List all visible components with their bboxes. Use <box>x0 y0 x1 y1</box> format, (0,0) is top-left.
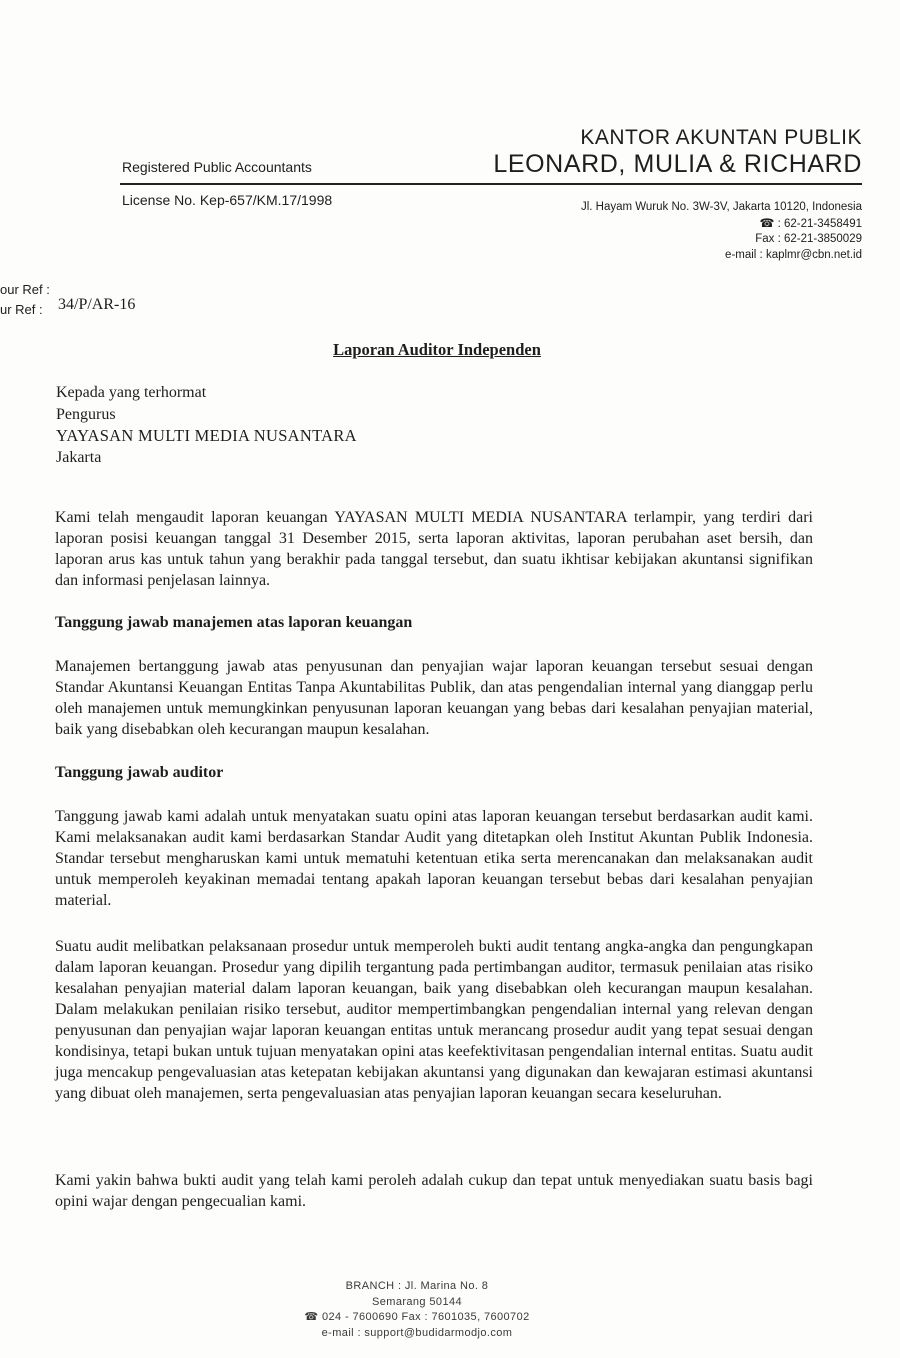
branch-phone-fax: 024 - 7600690 Fax : 7601035, 7600702 <box>321 1311 530 1323</box>
management-responsibility-paragraph: Manajemen bertanggung jawab atas penyusunan dan penyajian wajar laporan keuangan tersebut sesuai dengan Standar Akuntansi Keuangan Entitas Tanpa Akuntabilitas Publik, dan atas pengendalian internal yang dianggap perlu oleh manajemen untuk memungkinkan penyusunan laporan keuangan yang bebas dari kesalahan penyajian material, baik yang disebabkan oleh kecurangan maupun kesalahan. <box>55 658 813 738</box>
firm-name-line-2: LEONARD, MULIA & RICHARD <box>493 150 862 178</box>
intro-paragraph: Kami telah mengaudit laporan keuangan YAYASAN MULTI MEDIA NUSANTARA terlampir, yang terdiri dari laporan posisi keuangan tanggal 31 Desember 2015, serta laporan aktivitas, laporan perubahan aset bersih, dan laporan arus kas untuk tahun yang berakhir pada tanggal tersebut, dan suatu ikhtisar kebijakan akuntansi signifikan dan informasi penjelasan lainnya. <box>55 509 813 589</box>
addressee-organization: YAYASAN MULTI MEDIA NUSANTARA <box>56 426 357 445</box>
auditor-responsibility-paragraph-2: Suatu audit melibatkan pelaksanaan prosedur untuk memperoleh bukti audit tentang angka-angka dan pengungkapan dalam laporan keuangan. Prosedur yang dipilih tergantung pada pertimbangan auditor, termasuk penilaian atas risiko kesalahan penyajian material dalam laporan keuangan, baik yang disebabkan oleh kecurangan maupun kesalahan. Dalam melakukan penilaian risiko tersebut, auditor mempertimbangkan pengendalian internal yang relevan dengan penyusunan dan penyajian wajar laporan keuangan entitas untuk merancang prosedur audit yang tepat sesuai dengan kondisinya, tetapi bukan untuk tujuan menyatakan opini atas keefektivitasan pengendalian internal entitas. Suatu audit juga mencakup pengevaluasian atas ketepatan kebijakan akuntansi yang digunakan dan kewajaran estimasi akuntansi yang dibuat oleh manajemen, serta pengevaluasian atas penyajian laporan keuangan secara keseluruhan. <box>55 938 813 1102</box>
email-line: e-mail : kaplmr@cbn.net.id <box>725 248 862 261</box>
addressee-city: Jakarta <box>56 448 102 466</box>
phone-line <box>581 216 862 233</box>
auditor-responsibility-heading: Tanggung jawab auditor <box>55 764 224 781</box>
header-divider <box>120 183 862 185</box>
branch-footer <box>262 1279 572 1341</box>
our-ref-label: ur Ref : <box>0 302 43 317</box>
report-title: Laporan Auditor Independen <box>333 340 541 359</box>
auditor-responsibility-paragraph-1: Tanggung jawab kami adalah untuk menyatakan suatu opini atas laporan keuangan tersebut berdasarkan audit kami. Kami melaksanakan audit kami berdasarkan Standar Audit yang ditetapkan oleh Institut Akuntan Publik Indonesia. Standar tersebut mengharuskan kami untuk mematuhi ketentuan etika serta merencanakan dan melaksanakan audit untuk memperoleh keyakinan memadai tentang apakah laporan keuangan tersebut bebas dari kesalahan penyajian material. <box>55 808 813 909</box>
registered-accountants-label: Registered Public Accountants <box>122 159 312 175</box>
branch-address: BRANCH : Jl. Marina No. 8 <box>345 1280 489 1292</box>
license-number: License No. Kep-657/KM.17/1998 <box>122 192 333 208</box>
firm-address-block <box>581 200 862 263</box>
your-ref-label: our Ref : <box>0 282 50 297</box>
fax-line: Fax : 62-21-3850029 <box>755 233 862 245</box>
firm-name-line-1: KANTOR AKUNTAN PUBLIK <box>580 126 862 149</box>
our-ref-value: 34/P/AR-16 <box>58 296 136 313</box>
phone-number: : 62-21-3458491 <box>777 217 862 230</box>
branch-email: e-mail : support@budidarmodjo.com <box>321 1326 513 1339</box>
auditor-responsibility-paragraph-3: Kami yakin bahwa bukti audit yang telah kami peroleh adalah cukup dan tepat untuk menyediakan suatu basis bagi opini wajar dengan pengecualian kami. <box>55 1172 813 1210</box>
management-responsibility-heading: Tanggung jawab manajemen atas laporan keuangan <box>55 614 413 631</box>
street-address: Jl. Hayam Wuruk No. 3W-3V, Jakarta 10120, Indonesia <box>580 201 862 213</box>
salutation: Kepada yang terhormat <box>56 384 207 401</box>
addressee-block <box>56 382 357 468</box>
branch-phone-line <box>262 1310 572 1326</box>
branch-city: Semarang 50144 <box>372 1295 462 1308</box>
telephone-icon: ☎ <box>304 1311 319 1323</box>
telephone-icon: ☎ <box>759 215 775 230</box>
addressee-role: Pengurus <box>56 405 116 423</box>
